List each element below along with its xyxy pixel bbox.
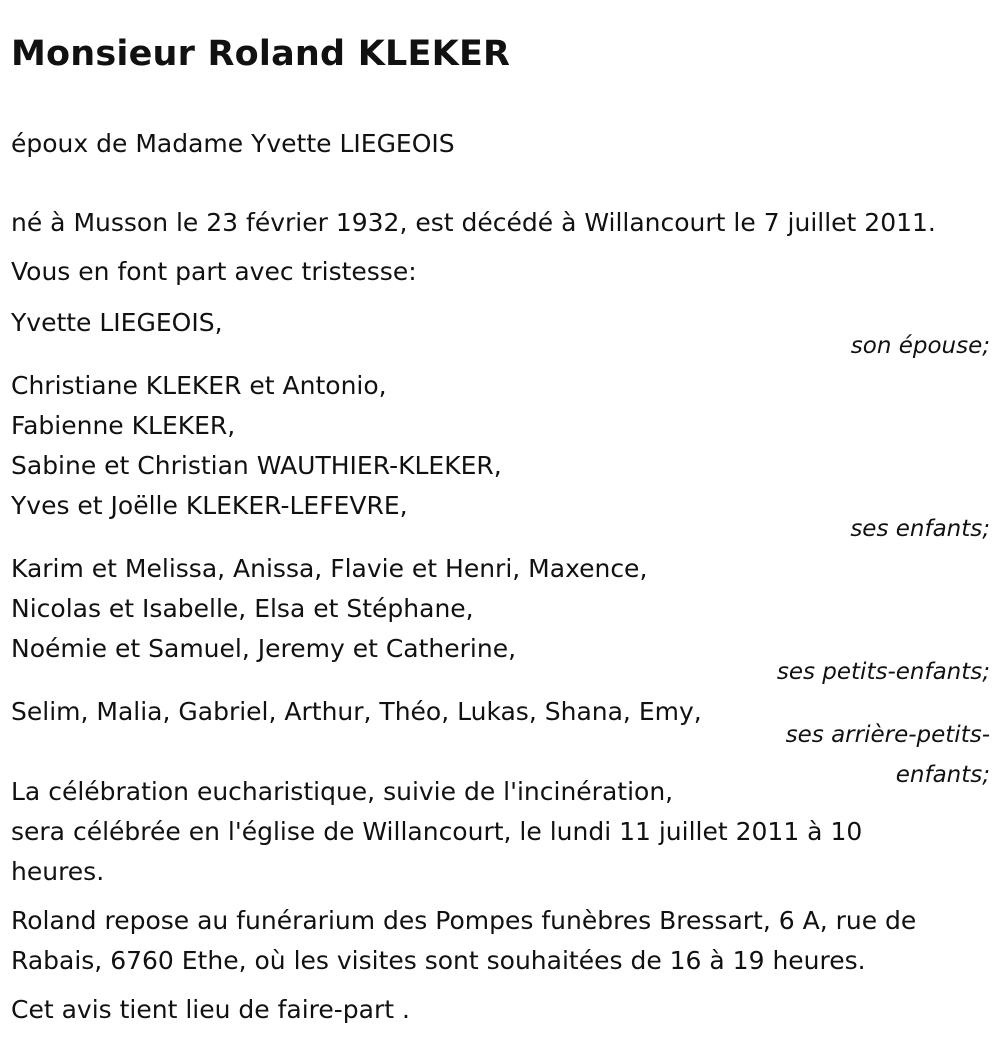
spouse-line: époux de Madame Yvette LIEGEOIS (11, 129, 455, 158)
closing-line: Cet avis tient lieu de faire-part . (11, 995, 410, 1024)
ceremony-line: heures. (11, 857, 105, 886)
funeral-home-line: Rabais, 6760 Ethe, où les visites sont souhaitées de 16 à 19 heures. (11, 946, 866, 975)
child-name: Sabine et Christian WAUTHIER-KLEKER, (11, 451, 502, 480)
great-grandchild-name: Selim, Malia, Gabriel, Arthur, Théo, Lukas, Shana, Emy, (11, 697, 702, 726)
announce-line: Vous en font part avec tristesse: (11, 257, 417, 286)
funeral-home-line: Roland repose au funérarium des Pompes funèbres Bressart, 6 A, rue de (11, 906, 917, 935)
child-name: Yves et Joëlle KLEKER-LEFEVRE, (11, 491, 408, 520)
great-grandchildren-role-line: enfants; (895, 762, 990, 788)
grandchildren-role: ses petits-enfants; (776, 659, 990, 685)
birth-death-line: né à Musson le 23 février 1932, est décédé à Willancourt le 7 juillet 2011. (11, 208, 936, 237)
children-role: ses enfants; (850, 516, 990, 542)
grandchild-name: Karim et Melissa, Anissa, Flavie et Henri, Maxence, (11, 554, 648, 583)
great-grandchildren-role-line: ses arrière-petits- (785, 722, 990, 748)
ceremony-line: La célébration eucharistique, suivie de l'incinération, (11, 777, 674, 806)
grandchild-name: Nicolas et Isabelle, Elsa et Stéphane, (11, 594, 474, 623)
ceremony-line: sera célébrée en l'église de Willancourt, le lundi 11 juillet 2011 à 10 (11, 817, 863, 846)
child-name: Fabienne KLEKER, (11, 411, 236, 440)
spouse-role: son épouse; (850, 333, 990, 359)
notice-title: Monsieur Roland KLEKER (11, 34, 511, 74)
child-name: Christiane KLEKER et Antonio, (11, 371, 387, 400)
grandchild-name: Noémie et Samuel, Jeremy et Catherine, (11, 634, 517, 663)
spouse-name: Yvette LIEGEOIS, (11, 308, 223, 337)
